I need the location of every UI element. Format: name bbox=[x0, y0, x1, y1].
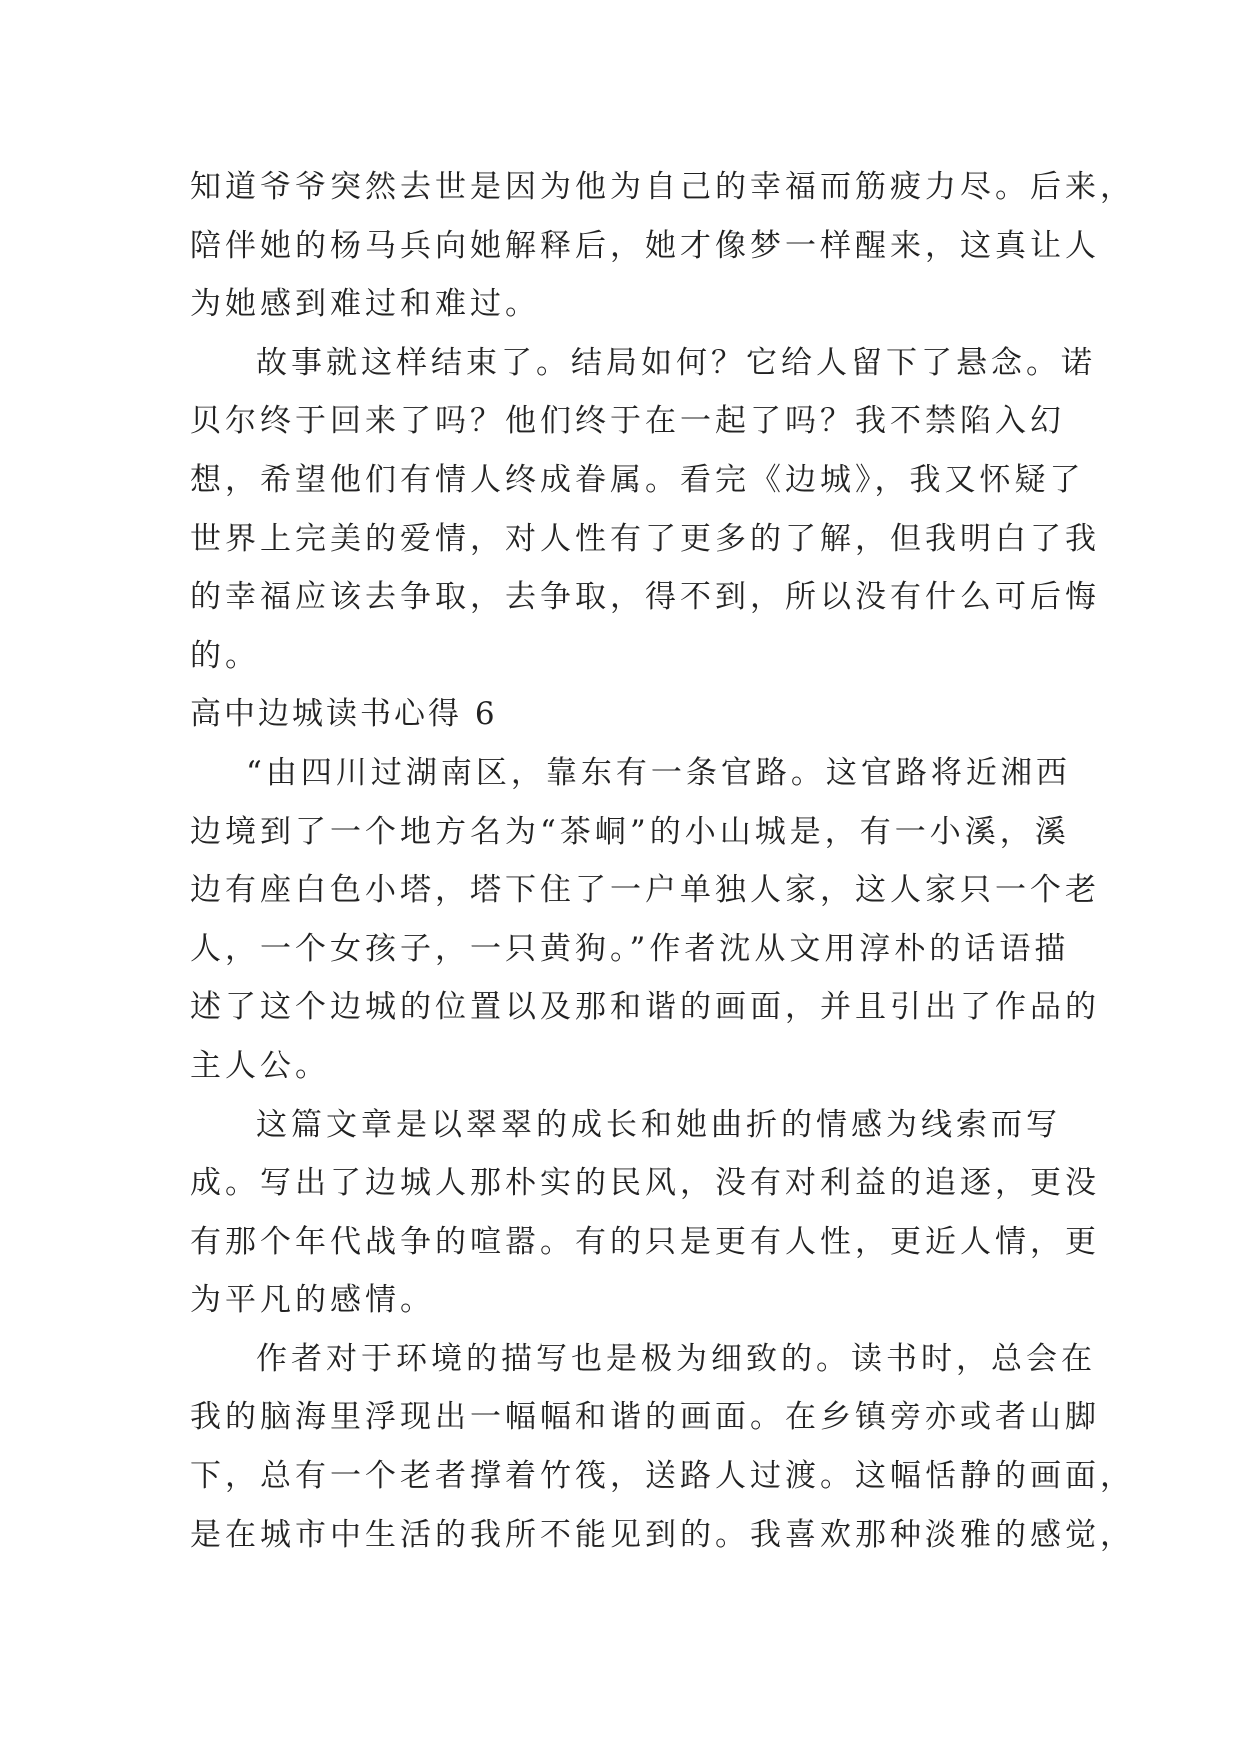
paragraph-line: 为她感到难过和难过。 bbox=[190, 286, 540, 323]
paragraph-line: 主人公。 bbox=[190, 1047, 330, 1084]
paragraph-line: 边境到了一个地方名为“茶峒”的小山城是，有一小溪，溪 bbox=[190, 813, 1070, 850]
paragraph-line: 知道爷爷突然去世是因为他为自己的幸福而筋疲力尽。后来， bbox=[190, 169, 1135, 205]
paragraph-line: 贝尔终于回来了吗？他们终于在一起了吗？我不禁陷入幻 bbox=[190, 403, 1065, 440]
section-heading: 高中边城读书心得 6 bbox=[190, 696, 498, 733]
paragraph-line: 陪伴她的杨马兵向她解释后，她才像梦一样醒来，这真让人 bbox=[190, 227, 1100, 264]
paragraph-line: 为平凡的感情。 bbox=[190, 1282, 435, 1319]
paragraph-line: 有那个年代战争的喧嚣。有的只是更有人性，更近人情，更 bbox=[190, 1223, 1100, 1260]
paragraph-line: 下，总有一个老者撑着竹筏，送路人过渡。这幅恬静的画面， bbox=[190, 1458, 1135, 1495]
paragraph-line: 世界上完美的爱情，对人性有了更多的了解，但我明白了我 bbox=[190, 520, 1100, 557]
paragraph-line: 述了这个边城的位置以及那和谐的画面，并且引出了作品的 bbox=[190, 989, 1100, 1026]
paragraph-line: 的幸福应该去争取，去争取，得不到，所以没有什么可后悔 bbox=[190, 579, 1100, 616]
paragraph-line: 边有座白色小塔，塔下住了一户单独人家，这人家只一个老 bbox=[190, 872, 1100, 909]
paragraph-line: “由四川过湖南区，靠东有一条官路。这官路将近湘西 bbox=[246, 754, 1071, 791]
paragraph-line: 的。 bbox=[190, 637, 260, 674]
document-body bbox=[190, 158, 1135, 1564]
paragraph-line: 故事就这样结束了。结局如何？它给人留下了悬念。诺 bbox=[256, 344, 1096, 381]
paragraph-line: 人，一个女孩子，一只黄狗。”作者沈从文用淳朴的话语描 bbox=[190, 930, 1070, 967]
paragraph-line: 成。写出了边城人那朴实的民风，没有对利益的追逐，更没 bbox=[190, 1165, 1100, 1202]
paragraph-line: 我的脑海里浮现出一幅幅和谐的画面。在乡镇旁亦或者山脚 bbox=[190, 1399, 1100, 1436]
paragraph-line: 这篇文章是以翠翠的成长和她曲折的情感为线索而写 bbox=[256, 1106, 1061, 1143]
paragraph-line: 作者对于环境的描写也是极为细致的。读书时，总会在 bbox=[256, 1340, 1096, 1377]
paragraph-line: 是在城市中生活的我所不能见到的。我喜欢那种淡雅的感觉， bbox=[190, 1516, 1135, 1553]
paragraph-line: 想，希望他们有情人终成眷属。看完《边城》，我又怀疑了 bbox=[190, 461, 1085, 498]
